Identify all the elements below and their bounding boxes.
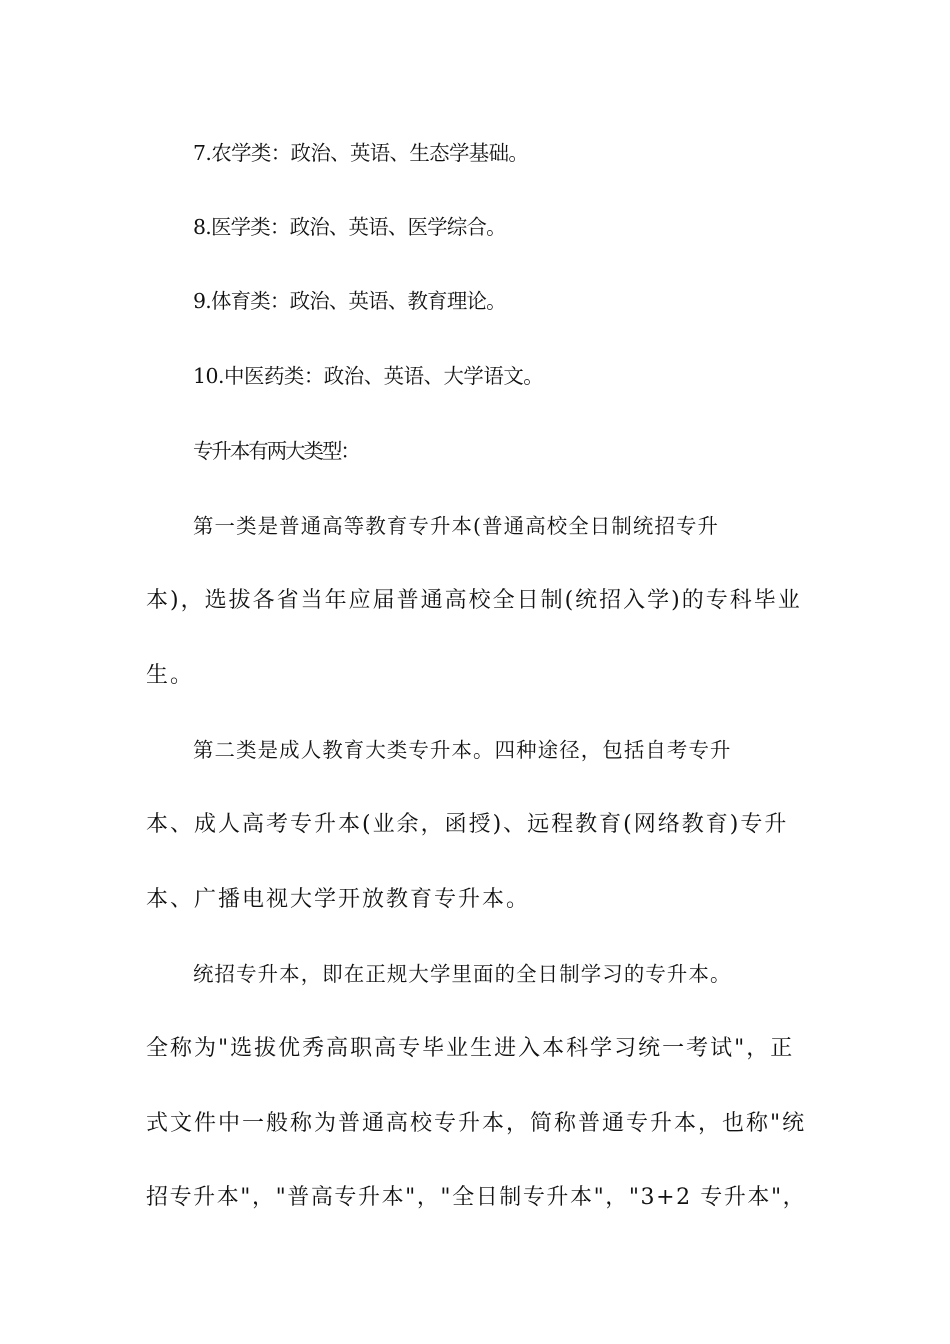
text-line-unified-c: 式文件中一般称为普通高校专升本，简称普通专升本，也称"统 — [146, 1111, 807, 1136]
text-line-type2-a: 第二类是成人教育大类专升本。四种途径，包括自考专升 — [193, 738, 732, 762]
text-line-type1-b: 本)，选拔各省当年应届普通高校全日制(统招入学)的专科毕业 — [146, 588, 802, 613]
text-line-sports: 9.体育类：政治、英语、教育理论。 — [193, 289, 506, 313]
text-line-type2-b: 本、成人高考专升本(业余，函授)、远程教育(网络教育)专升 — [146, 812, 789, 837]
text-line-medicine: 8.医学类：政治、英语、医学综合。 — [193, 215, 506, 239]
text-line-unified-b: 全称为"选拔优秀高职高专毕业生进入本科学习统一考试"，正 — [146, 1036, 795, 1061]
text-line-type1-c: 生。 — [146, 663, 195, 688]
text-line-unified-d: 招专升本"，"普高专升本"，"全日制专升本"，"3+2 专升本"， — [146, 1185, 807, 1210]
text-line-tcm: 10.中医药类：政治、英语、大学语文。 — [193, 364, 544, 388]
text-line-type2-c: 本、广播电视大学开放教育专升本。 — [146, 887, 531, 912]
text-line-type1-a: 第一类是普通高等教育专升本(普通高校全日制统招专升 — [193, 514, 720, 538]
text-line-types-heading: 专升本有两大类型： — [193, 439, 359, 463]
text-line-agriculture: 7.农学类：政治、英语、生态学基础。 — [193, 141, 529, 165]
text-line-unified-a: 统招专升本，即在正规大学里面的全日制学习的专升本。 — [193, 962, 732, 986]
